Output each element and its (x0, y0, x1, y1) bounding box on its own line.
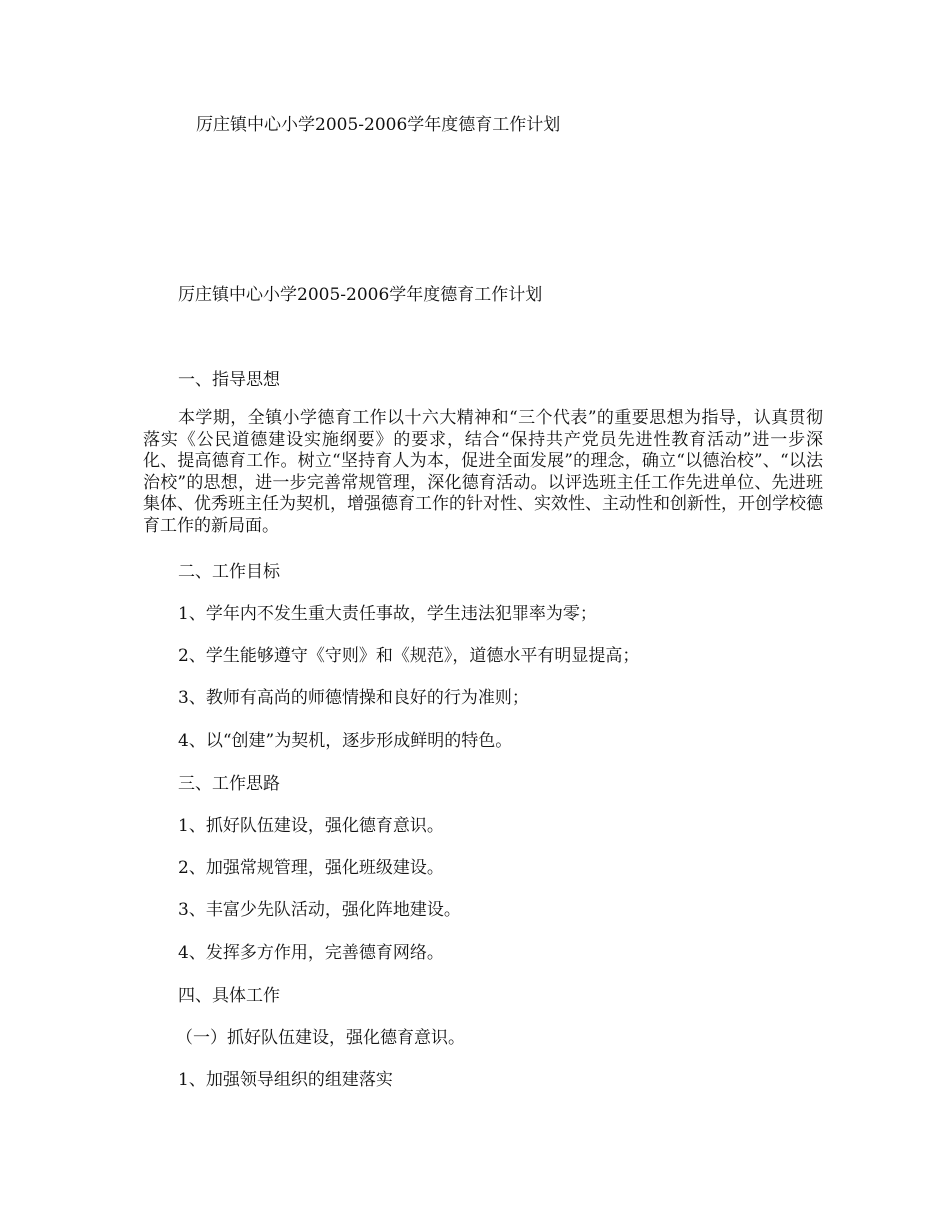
section1-paragraph: 本学期，全镇小学德育工作以十六大精神和“三个代表”的重要思想为指导，认真贯彻落实《公民道德建设实施纲要》的要求，结合“保持共产党员先进性教育活动”进一步深化、提高德育工作。树立“坚持育人为本，促进全面发展”的理念，确立“以德治校”、“以法治校”的思想，进一步完善常规管理，深化德育活动。以评选班主任工作先进单位、先进班集体、优秀班主任为契机，增强德育工作的针对性、实效性、主动性和创新性，开创学校德育工作的新局面。 (143, 408, 823, 536)
section4-heading: 四、具体工作 (178, 986, 280, 1006)
idea-item: 2、加强常规管理，强化班级建设。 (178, 858, 444, 878)
section3-heading: 三、工作思路 (178, 774, 280, 794)
idea-item: 1、抓好队伍建设，强化德育意识。 (178, 816, 444, 836)
goal-item: 4、以“创建”为契机，逐步形成鲜明的特色。 (178, 731, 513, 751)
goal-item: 1、学年内不发生重大责任事故，学生违法犯罪率为零； (178, 604, 597, 624)
goal-item: 2、学生能够遵守《守则》和《规范》，道德水平有明显提高； (178, 646, 640, 666)
idea-item: 4、发挥多方作用，完善德育网络。 (178, 943, 444, 963)
document-title: 厉庄镇中心小学2005-2006学年度德育工作计划 (178, 285, 543, 305)
section1-heading: 一、指导思想 (178, 370, 280, 390)
subsection1-heading: （一）抓好队伍建设，强化德育意识。 (176, 1028, 465, 1048)
section2-heading: 二、工作目标 (178, 562, 280, 582)
idea-item: 3、丰富少先队活动，强化阵地建设。 (178, 900, 461, 920)
goal-item: 3、教师有高尚的师德情操和良好的行为准则； (178, 688, 529, 708)
header-title: 厉庄镇中心小学2005-2006学年度德育工作计划 (196, 115, 561, 135)
subsection1-item: 1、加强领导组织的组建落实 (178, 1070, 393, 1090)
